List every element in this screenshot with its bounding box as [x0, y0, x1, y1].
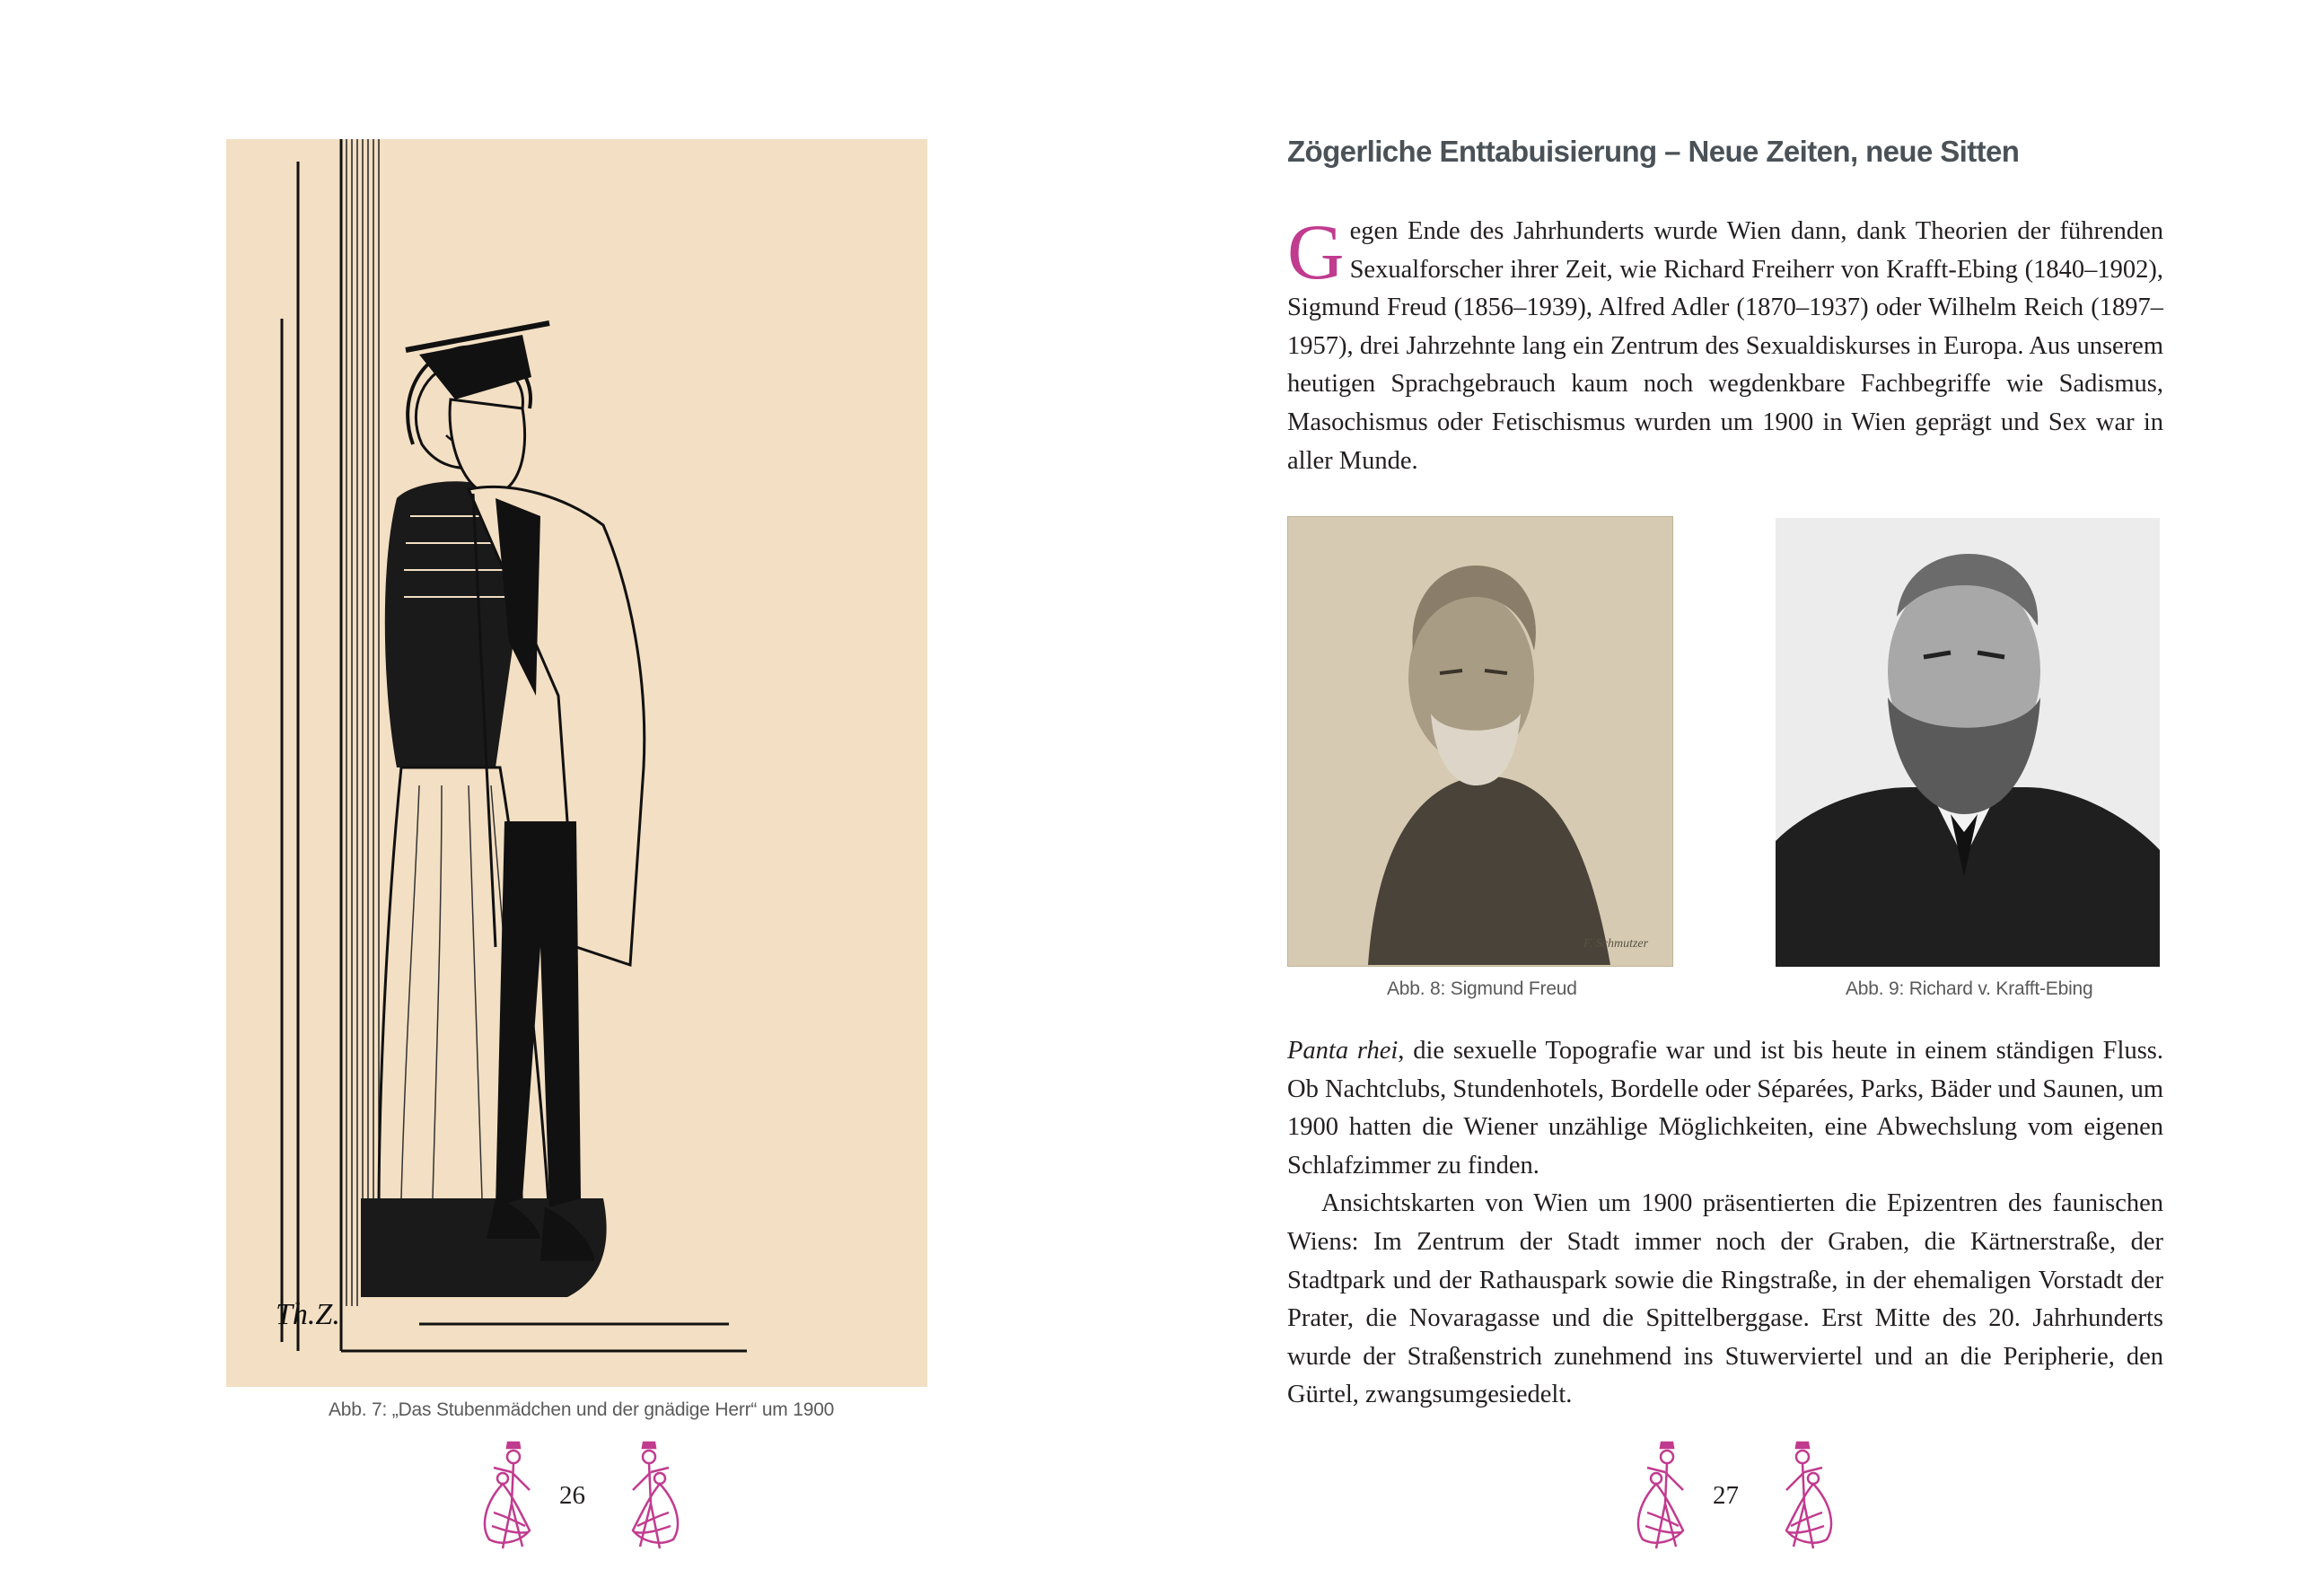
dancing-couple-icon — [1620, 1441, 1710, 1566]
left-folio — [467, 1441, 691, 1566]
page-number-26: 26 — [559, 1481, 585, 1510]
photo-sigmund-freud — [1287, 516, 1673, 967]
paragraph-2 — [1287, 1032, 2163, 1185]
body-paragraphs — [1287, 1032, 2163, 1415]
photo-richard-krafft-ebing — [1776, 518, 2160, 967]
drop-cap: G — [1287, 209, 1345, 296]
krafft-ebing-portrait — [1776, 518, 2160, 967]
paragraph-2-text: , die sexuelle Topografie war und ist bis heute in einem ständigen Fluss. Ob Nachtclubs, Stundenhotels, Bordelle oder Séparées, Parks, Bäder und Saunen, um 1900 hatten die Wiener unzählige Möglichkeiten, eine Abwechslung vom eigenen Schlafzimmer zu finden. — [1287, 1037, 2163, 1179]
ink-drawing — [226, 139, 927, 1387]
paragraph-1-text: egen Ende des Jahrhunderts wurde Wien dann, dank Theorien der führenden Sexualforscher ihrer Zeit, wie Richard Freiherr von Krafft-Ebing (1840–1902), Sigmund Freud (1856–1939), Alfred Adler (1870–1937) oder Wilhelm Reich (1897–1957), drei Jahrzehnte lang ein Zentrum des Sexualdiskurses in Europa. Aus unserem heutigen Sprachgebrauch kaum noch wegdenkbare Fachbegriffe wie Sadismus, Masochismus oder Fetischismus wurden um 1900 in Wien geprägt und Sex war in aller Munde. — [1287, 217, 2163, 475]
right-folio — [1620, 1441, 1845, 1566]
illustration-maid-and-gentleman — [226, 139, 927, 1387]
intro-paragraph — [1287, 209, 2163, 480]
panta-rhei-italic: Panta rhei — [1287, 1037, 1399, 1065]
page-number-27: 27 — [1713, 1481, 1739, 1510]
dancing-couple-icon — [467, 1441, 557, 1566]
figure-8-caption: Abb. 8: Sigmund Freud — [1387, 978, 1577, 999]
section-heading: Zögerliche Enttabuisierung – Neue Zeiten, neue Sitten — [1287, 135, 2020, 168]
dancing-couple-icon — [1759, 1441, 1849, 1566]
svg-text:Th.Z.: Th.Z. — [276, 1298, 340, 1331]
freud-portrait-drawing — [1287, 516, 1673, 967]
figure-9-caption: Abb. 9: Richard v. Krafft-Ebing — [1846, 978, 2093, 999]
dancing-couple-icon — [606, 1441, 696, 1566]
figure-7-caption: Abb. 7: „Das Stubenmädchen und der gnädige Herr“ um 1900 — [329, 1399, 835, 1420]
paragraph-3: Ansichtskarten von Wien um 1900 präsentierten die Epizentren des faunischen Wiens: Im Zentrum der Stadt immer noch der Graben, die Kärtnerstraße, der Stadtpark und der Rathauspark sowie die Ringstraße, in der ehemaligen Vorstadt der Prater, die Novaragasse und die Spittelberggase. Erst Mitte des 20. Jahrhunderts wurde der Straßenstrich zunehmend ins Stuwerviertel und an die Peripherie, den Gürtel, zwangsumgesiedelt. — [1287, 1189, 2163, 1409]
svg-text:F. Schmutzer: F. Schmutzer — [1583, 937, 1649, 951]
